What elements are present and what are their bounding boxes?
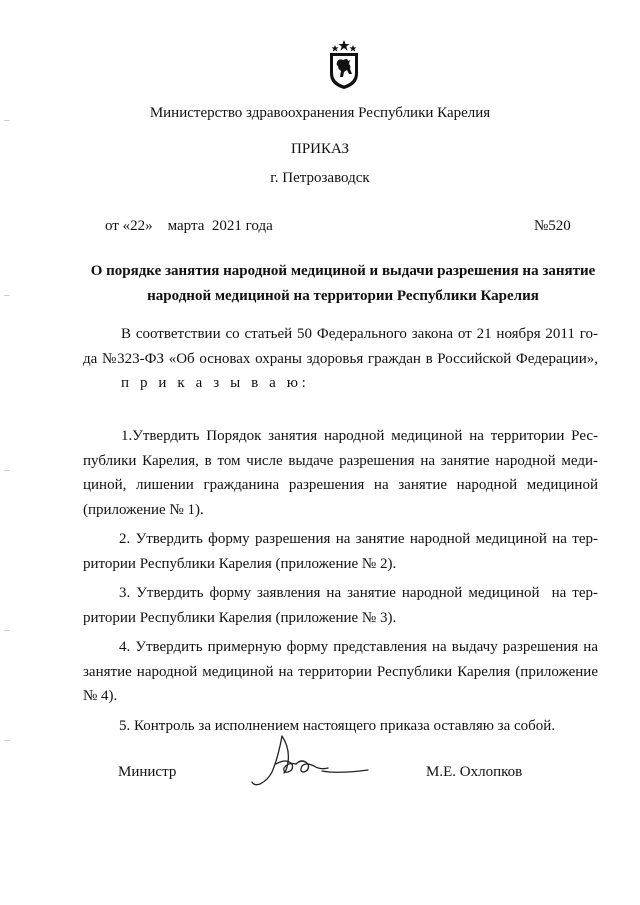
- scan-margin-mark: [4, 470, 10, 471]
- item-line: 5. Контроль за исполнением настоящего приказа оставляю за собой.: [119, 717, 556, 734]
- document-date: от «22» марта 2021 года: [105, 218, 273, 234]
- document-type: ПРИКАЗ: [291, 141, 349, 157]
- item-line: 3. Утвердить форму заявления на занятие народной медициной на тер-: [119, 585, 598, 601]
- scan-margin-mark: [4, 630, 10, 631]
- order-verb: п р и к а з ы в а ю:: [121, 375, 310, 391]
- order-item-2: [83, 527, 598, 576]
- order-item-4: [83, 635, 598, 709]
- handwritten-signature: [238, 728, 378, 798]
- document-number: №520: [534, 218, 571, 234]
- item-line: публики Карелия, в том числе выдаче разрешения на занятие народной меди-: [83, 452, 598, 469]
- karelia-coat-of-arms-icon: [326, 38, 362, 90]
- scan-margin-mark: [4, 740, 10, 741]
- item-line: занятие народной медициной на территории Республики Карелия (приложение: [83, 663, 598, 680]
- preamble-line: В соответствии со статьей 50 Федерального закона от 21 ноября 2011 го-: [121, 326, 598, 342]
- item-line: ритории Республики Карелия (приложение № 3).: [83, 609, 397, 626]
- item-line: 4. Утвердить примерную форму представления на выдачу разрешения на: [119, 639, 598, 655]
- signatory-title: Министр: [118, 764, 177, 780]
- item-line: № 4).: [83, 688, 118, 704]
- title-line: народной медициной на территории Республики Карелия: [147, 288, 539, 304]
- order-item-3: [83, 581, 598, 630]
- signatory-name: М.Е. Охлопков: [426, 764, 523, 780]
- item-line: (приложение № 1).: [83, 501, 204, 518]
- preamble-line: да №323-ФЗ «Об основах охраны здоровья граждан в Российской Федерации»,: [83, 350, 598, 367]
- title-line: О порядке занятия народной медициной и выдачи разрешения на занятие: [90, 263, 596, 279]
- item-line: 1.Утвердить Порядок занятия народной медициной на территории Рес-: [121, 428, 598, 444]
- item-line: 2. Утвердить форму разрешения на занятие народной медициной на тер-: [119, 531, 598, 547]
- ministry-name: Министерство здравоохранения Республики Карелия: [149, 105, 491, 121]
- item-line: ритории Республики Карелия (приложение № 2).: [83, 555, 397, 572]
- item-line: циной, лишении гражданина разрешения на занятие народной медициной: [83, 477, 598, 493]
- order-item-1: [83, 424, 598, 522]
- scan-margin-mark: [4, 295, 10, 296]
- document-title: [78, 259, 608, 309]
- order-items: [83, 424, 598, 738]
- preamble: [83, 322, 598, 396]
- document-city: г. Петрозаводск: [270, 170, 370, 186]
